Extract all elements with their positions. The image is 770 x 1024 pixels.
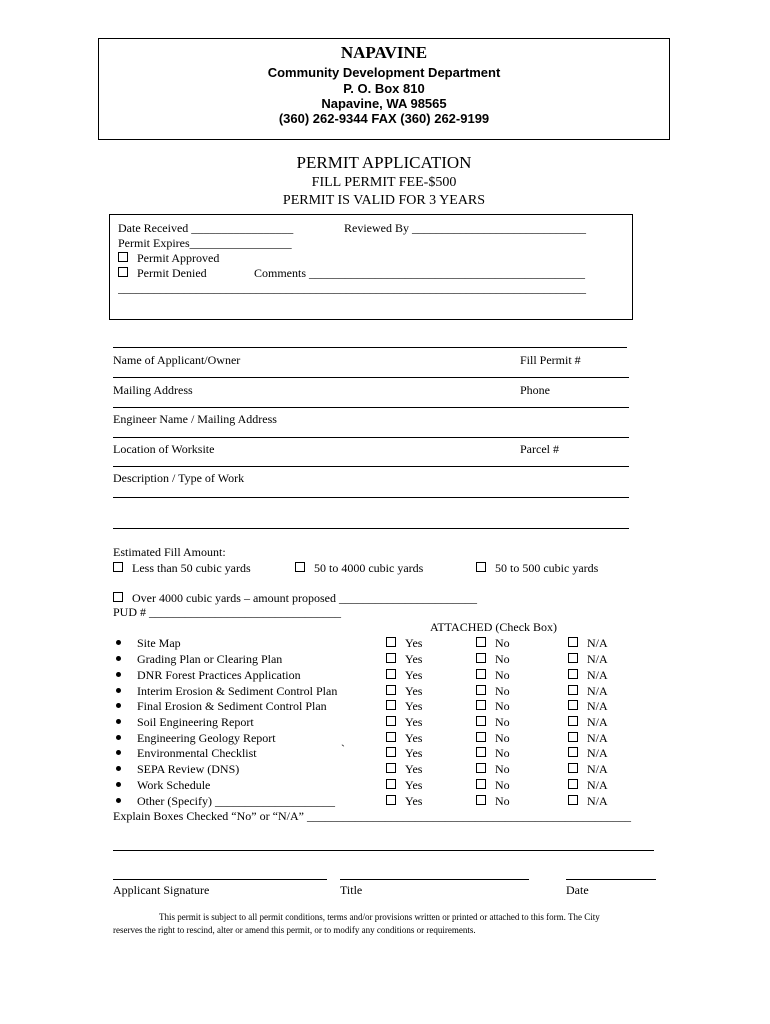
fill-over4000-label: Over 4000 cubic yards – amount proposed _______________________	[132, 591, 477, 605]
na-label: N/A	[587, 668, 608, 682]
attached-item-label: Interim Erosion & Sediment Control Plan	[137, 684, 338, 698]
attached-na-option[interactable]	[568, 715, 608, 730]
attached-item-label: DNR Forest Practices Application	[137, 668, 301, 682]
attached-yes-option[interactable]	[386, 684, 422, 699]
attached-yes-option[interactable]	[386, 746, 422, 761]
na-checkbox[interactable]	[568, 763, 578, 773]
attached-item-label: Engineering Geology Report	[137, 731, 276, 745]
yes-checkbox[interactable]	[386, 653, 396, 663]
na-label: N/A	[587, 794, 608, 808]
fill-permit-number-label: Fill Permit #	[520, 353, 581, 367]
no-label: No	[495, 762, 510, 776]
yes-label: Yes	[405, 794, 423, 808]
bullet-icon	[116, 750, 121, 755]
attached-item	[116, 636, 181, 651]
description-line-2[interactable]	[113, 497, 629, 498]
attached-na-option[interactable]	[568, 636, 608, 651]
bullet-icon	[116, 735, 121, 740]
fill-option-50-500[interactable]	[476, 561, 598, 576]
attached-yes-option[interactable]	[386, 715, 422, 730]
attached-na-option[interactable]	[568, 652, 608, 667]
attached-yes-option[interactable]	[386, 731, 422, 746]
bullet-icon	[116, 672, 121, 677]
attached-item-label: SEPA Review (DNS)	[137, 762, 240, 776]
parcel-label: Parcel #	[520, 442, 559, 456]
attached-item	[116, 652, 282, 667]
yes-label: Yes	[405, 746, 423, 760]
bullet-icon	[116, 640, 121, 645]
na-checkbox[interactable]	[568, 700, 578, 710]
no-checkbox[interactable]	[476, 779, 486, 789]
no-label: No	[495, 636, 510, 650]
bullet-icon	[116, 798, 121, 803]
title-line[interactable]	[340, 879, 529, 880]
phone-fax: (360) 262-9344 FAX (360) 262-9199	[278, 111, 490, 126]
attached-na-option[interactable]	[568, 699, 608, 714]
description-line[interactable]	[113, 466, 629, 467]
reviewed-by-field[interactable]: Reviewed By _____________________________	[344, 221, 586, 235]
no-checkbox[interactable]	[476, 732, 486, 742]
date-received-field[interactable]: Date Received _________________	[118, 221, 294, 235]
fill-50-4000-label: 50 to 4000 cubic yards	[314, 561, 424, 575]
applicant-signature-label: Applicant Signature	[113, 883, 210, 897]
attached-no-option[interactable]	[476, 794, 510, 809]
attached-na-option[interactable]	[568, 668, 608, 683]
phone-label: Phone	[520, 383, 550, 397]
yes-checkbox[interactable]	[386, 685, 396, 695]
applicant-signature-line[interactable]	[113, 879, 327, 880]
attached-item	[116, 731, 276, 746]
yes-checkbox[interactable]	[386, 669, 396, 679]
department-name: Community Development Department	[267, 65, 501, 80]
no-label: No	[495, 715, 510, 729]
no-label: No	[495, 684, 510, 698]
attached-yes-option[interactable]	[386, 699, 422, 714]
explain-field[interactable]: Explain Boxes Checked “No” or “N/A” ______________________________________________________	[113, 809, 631, 823]
no-checkbox[interactable]	[476, 716, 486, 726]
attached-na-option[interactable]	[568, 794, 608, 809]
no-label: No	[495, 731, 510, 745]
fill-option-50-4000[interactable]	[295, 561, 423, 576]
na-label: N/A	[587, 762, 608, 776]
na-checkbox[interactable]	[568, 747, 578, 757]
attached-item-label: Other (Specify) ____________________	[137, 794, 335, 808]
attached-item-label: Grading Plan or Clearing Plan	[137, 652, 283, 666]
attached-item	[116, 794, 335, 809]
fill-50-500-checkbox[interactable]	[476, 562, 486, 572]
no-checkbox[interactable]	[476, 700, 486, 710]
attached-na-option[interactable]	[568, 762, 608, 777]
yes-label: Yes	[405, 778, 423, 792]
na-checkbox[interactable]	[568, 779, 578, 789]
attached-yes-option[interactable]	[386, 636, 422, 651]
date-label: Date	[566, 883, 589, 897]
attached-no-option[interactable]	[476, 636, 510, 651]
na-label: N/A	[587, 652, 608, 666]
engineer-line[interactable]	[113, 407, 629, 408]
no-checkbox[interactable]	[476, 747, 486, 757]
na-checkbox[interactable]	[568, 685, 578, 695]
permit-expires-field[interactable]: Permit Expires_________________	[118, 236, 292, 250]
no-label: No	[495, 778, 510, 792]
attached-item	[116, 684, 337, 699]
no-label: No	[495, 746, 510, 760]
fee-line: FILL PERMIT FEE-$500	[311, 175, 457, 190]
bullet-icon	[116, 719, 121, 724]
stray-mark: `	[341, 742, 345, 756]
no-label: No	[495, 699, 510, 713]
attached-na-option[interactable]	[568, 684, 608, 699]
yes-checkbox[interactable]	[386, 700, 396, 710]
location-label: Location of Worksite	[113, 442, 215, 456]
na-checkbox[interactable]	[568, 669, 578, 679]
yes-label: Yes	[405, 731, 423, 745]
no-checkbox[interactable]	[476, 795, 486, 805]
town-name: NAPAVINE	[340, 43, 428, 62]
permit-approved-checkbox[interactable]	[118, 252, 128, 262]
mailing-address-label: Mailing Address	[113, 383, 193, 397]
permit-denied-option[interactable]	[118, 266, 207, 281]
footer-line-1: This permit is subject to all permit conditions, terms and/or provisions written or printed or attached to this form. The City	[159, 912, 600, 922]
bullet-icon	[116, 766, 121, 771]
attached-item-label: Soil Engineering Report	[137, 715, 254, 729]
na-label: N/A	[587, 684, 608, 698]
attached-item	[116, 699, 327, 714]
attached-yes-option[interactable]	[386, 668, 422, 683]
yes-label: Yes	[405, 762, 423, 776]
no-checkbox[interactable]	[476, 763, 486, 773]
attached-no-option[interactable]	[476, 746, 510, 761]
comments-field[interactable]: Comments ______________________________________________	[254, 266, 586, 280]
description-label: Description / Type of Work	[113, 471, 245, 485]
engineer-label: Engineer Name / Mailing Address	[113, 412, 277, 426]
na-label: N/A	[587, 715, 608, 729]
fill-lt50-label: Less than 50 cubic yards	[132, 561, 251, 575]
description-line-3[interactable]	[113, 528, 629, 529]
fill-over4000-checkbox[interactable]	[113, 592, 123, 602]
fill-option-over4000[interactable]	[113, 591, 477, 606]
name-line[interactable]	[113, 347, 627, 348]
na-label: N/A	[587, 778, 608, 792]
na-checkbox[interactable]	[568, 732, 578, 742]
page-title: PERMIT APPLICATION	[296, 153, 472, 172]
attached-no-option[interactable]	[476, 652, 510, 667]
na-checkbox[interactable]	[568, 653, 578, 663]
attached-na-option[interactable]	[568, 746, 608, 761]
yes-checkbox[interactable]	[386, 779, 396, 789]
date-line[interactable]	[566, 879, 656, 880]
attached-item	[116, 762, 239, 777]
no-checkbox[interactable]	[476, 637, 486, 647]
attached-no-option[interactable]	[476, 778, 510, 793]
yes-checkbox[interactable]	[386, 732, 396, 742]
permit-approved-label: Permit Approved	[137, 251, 220, 265]
yes-checkbox[interactable]	[386, 747, 396, 757]
fill-amount-label: Estimated Fill Amount:	[113, 545, 226, 559]
yes-label: Yes	[405, 684, 423, 698]
bullet-icon	[116, 703, 121, 708]
na-label: N/A	[587, 731, 608, 745]
explain-line-2[interactable]	[113, 850, 654, 851]
no-checkbox[interactable]	[476, 653, 486, 663]
no-label: No	[495, 668, 510, 682]
bullet-icon	[116, 656, 121, 661]
attached-item	[116, 746, 257, 761]
yes-label: Yes	[405, 668, 423, 682]
no-label: No	[495, 794, 510, 808]
title-label: Title	[340, 883, 363, 897]
na-label: N/A	[587, 746, 608, 760]
yes-label: Yes	[405, 636, 423, 650]
no-checkbox[interactable]	[476, 685, 486, 695]
attached-heading: ATTACHED (Check Box)	[430, 620, 558, 634]
city-state-zip: Napavine, WA 98565	[321, 96, 447, 111]
na-label: N/A	[587, 636, 608, 650]
attached-item-label: Work Schedule	[137, 778, 211, 792]
permit-approved-option[interactable]	[118, 251, 219, 266]
attached-yes-option[interactable]	[386, 762, 422, 777]
attached-yes-option[interactable]	[386, 778, 422, 793]
yes-checkbox[interactable]	[386, 716, 396, 726]
po-box: P. O. Box 810	[343, 81, 425, 96]
letterhead-box	[98, 38, 670, 140]
na-checkbox[interactable]	[568, 637, 578, 647]
attached-item	[116, 668, 301, 683]
attached-no-option[interactable]	[476, 668, 510, 683]
bullet-icon	[116, 782, 121, 787]
attached-na-option[interactable]	[568, 731, 608, 746]
yes-checkbox[interactable]	[386, 795, 396, 805]
fill-lt50-checkbox[interactable]	[113, 562, 123, 572]
no-label: No	[495, 652, 510, 666]
attached-yes-option[interactable]	[386, 652, 422, 667]
na-checkbox[interactable]	[568, 716, 578, 726]
applicant-name-label: Name of Applicant/Owner	[113, 353, 241, 367]
attached-no-option[interactable]	[476, 715, 510, 730]
fill-50-4000-checkbox[interactable]	[295, 562, 305, 572]
fill-option-lt50[interactable]	[113, 561, 251, 576]
attached-no-option[interactable]	[476, 762, 510, 777]
footer-line-2: reserves the right to rescind, alter or amend this permit, or to modify any conditions or requirements.	[113, 925, 476, 935]
validity-line: PERMIT IS VALID FOR 3 YEARS	[282, 193, 486, 208]
attached-no-option[interactable]	[476, 699, 510, 714]
yes-checkbox[interactable]	[386, 637, 396, 647]
yes-label: Yes	[405, 652, 423, 666]
permit-denied-label: Permit Denied	[137, 266, 207, 280]
no-checkbox[interactable]	[476, 669, 486, 679]
fill-50-500-label: 50 to 500 cubic yards	[495, 561, 599, 575]
na-label: N/A	[587, 699, 608, 713]
attached-item-label: Final Erosion & Sediment Control Plan	[137, 699, 327, 713]
bullet-icon	[116, 688, 121, 693]
yes-label: Yes	[405, 715, 423, 729]
attached-item-label: Site Map	[137, 636, 181, 650]
attached-item-label: Environmental Checklist	[137, 746, 257, 760]
attached-no-option[interactable]	[476, 684, 510, 699]
attached-item	[116, 778, 210, 793]
attached-yes-option[interactable]	[386, 794, 422, 809]
attached-item	[116, 715, 254, 730]
attached-no-option[interactable]	[476, 731, 510, 746]
na-checkbox[interactable]	[568, 795, 578, 805]
comments-line-2[interactable]: ______________________________________________________________________________	[118, 281, 586, 295]
permit-denied-checkbox[interactable]	[118, 267, 128, 277]
location-line[interactable]	[113, 437, 629, 438]
attached-na-option[interactable]	[568, 778, 608, 793]
mailing-line[interactable]	[113, 377, 629, 378]
yes-checkbox[interactable]	[386, 763, 396, 773]
pud-field[interactable]: PUD # ________________________________	[113, 605, 342, 619]
yes-label: Yes	[405, 699, 423, 713]
